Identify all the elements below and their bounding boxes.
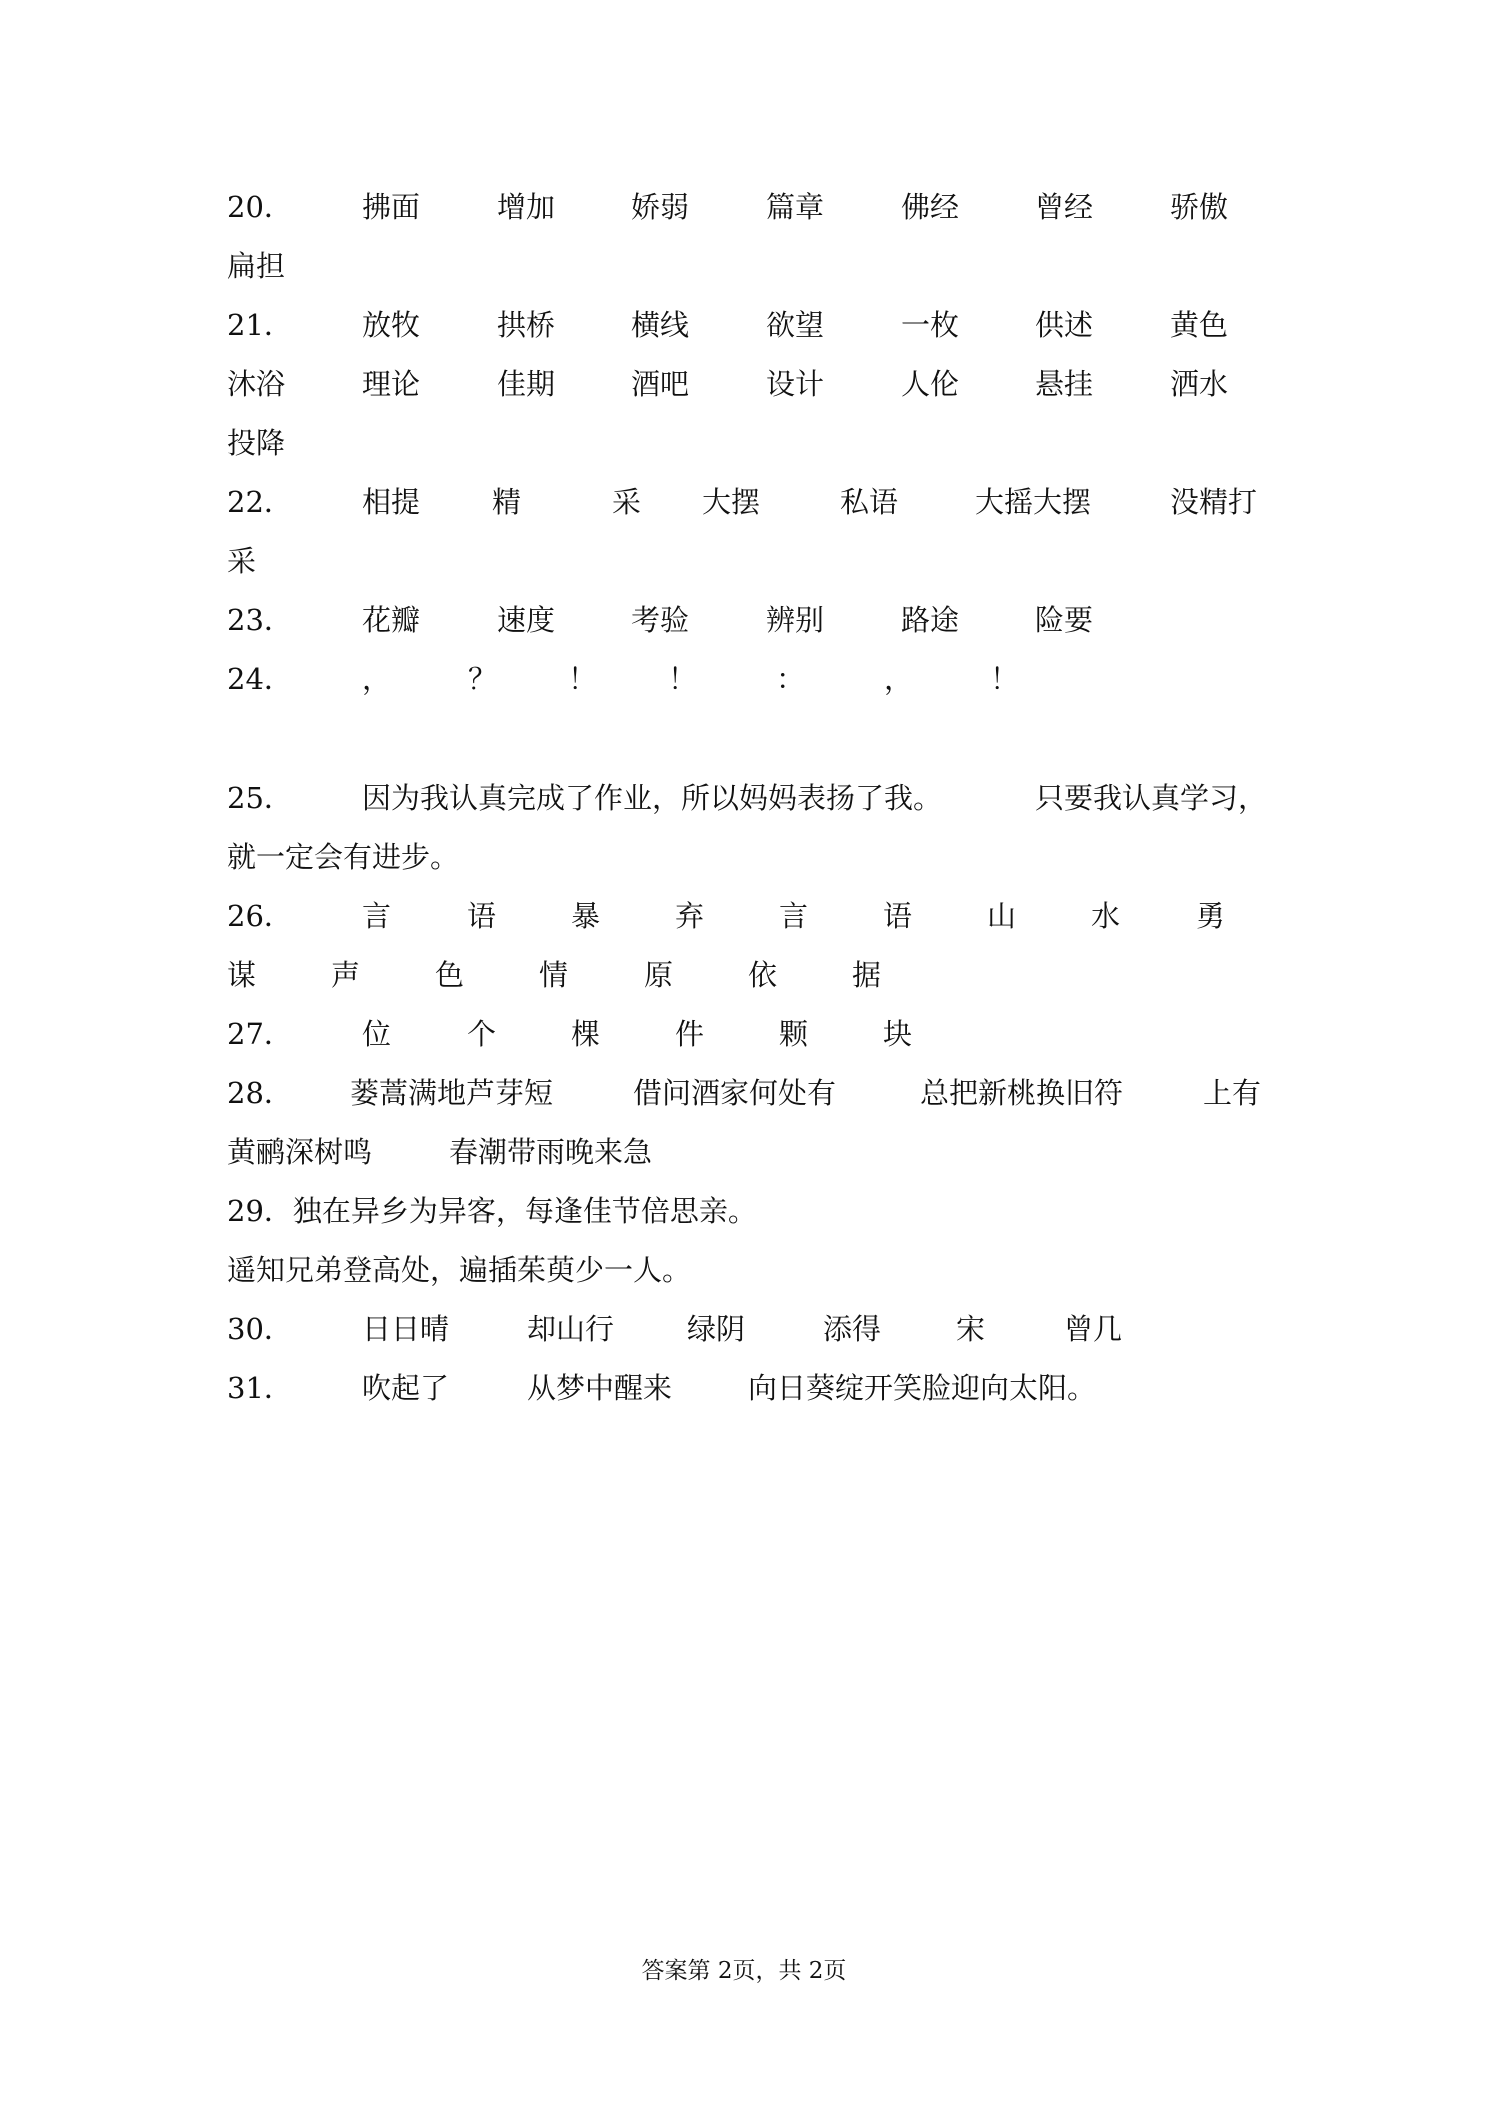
answer-word: 色 (435, 958, 465, 992)
answer-word: 横线 (631, 308, 690, 342)
question-number: 29．独在异乡为异客，每逢佳节倍思亲。 (227, 1194, 757, 1228)
answer-word: 速度 (497, 603, 556, 637)
question-number: 23． (227, 603, 293, 637)
question-number: 21． (227, 308, 293, 342)
answer-word: ， (362, 662, 392, 696)
answer-word: 扁担 (227, 249, 286, 283)
answer-word: ！ (568, 662, 598, 696)
answer-word: 一枚 (901, 308, 960, 342)
answer-word: 个 (467, 1017, 497, 1051)
answer-word: 大摇大摆 (975, 485, 1092, 519)
answer-word: 春潮带雨晚来急 (449, 1135, 653, 1169)
answer-word: 却山行 (527, 1312, 615, 1346)
answer-word: 佳期 (497, 367, 556, 401)
question-number: 30． (227, 1312, 293, 1346)
answer-word: 宋 (956, 1312, 986, 1346)
answer-word: 原 (644, 958, 674, 992)
question-number: 28． (227, 1076, 293, 1110)
answer-word: 曾经 (1035, 190, 1094, 224)
answer-word: 语 (467, 899, 497, 933)
answer-word: 只要我认真学习， (1035, 781, 1268, 815)
answer-word: 黄鹂深树鸣 (227, 1135, 373, 1169)
answer-word: 投降 (227, 426, 286, 460)
answer-word: 山 (987, 899, 1017, 933)
answer-word: 人伦 (901, 367, 960, 401)
answer-word: 借问酒家何处有 (633, 1076, 837, 1110)
answer-word: 勇 (1196, 899, 1226, 933)
answer-word: ？ (468, 662, 498, 696)
answer-word: 理论 (362, 367, 421, 401)
question-number: 20． (227, 190, 293, 224)
answer-word: 遥知兄弟登高处，遍插茱萸少一人。 (227, 1253, 692, 1287)
answer-word: 从梦中醒来 (527, 1371, 673, 1405)
answer-word: 沐浴 (227, 367, 286, 401)
answer-word: 采 (227, 544, 257, 578)
answer-word: 水 (1091, 899, 1121, 933)
answer-word: 辨别 (766, 603, 825, 637)
answer-word: 险要 (1035, 603, 1094, 637)
answer-word: 骄傲 (1170, 190, 1229, 224)
answer-word: 洒水 (1170, 367, 1229, 401)
answer-word: 就一定会有进步。 (227, 840, 460, 874)
answer-word: 向日葵绽开笑脸迎向太阳。 (748, 1371, 1097, 1405)
question-number: 31． (227, 1371, 293, 1405)
answer-word: 言 (362, 899, 392, 933)
answer-word: 设计 (766, 367, 825, 401)
answer-word: 供述 (1035, 308, 1094, 342)
question-number: 25． (227, 781, 293, 815)
answer-word: 悬挂 (1035, 367, 1094, 401)
question-number: 27． (227, 1017, 293, 1051)
answer-word: 曾几 (1064, 1312, 1123, 1346)
answer-word: 总把新桃换旧符 (920, 1076, 1124, 1110)
answer-word: 路途 (901, 603, 960, 637)
answer-word: 佛经 (901, 190, 960, 224)
answer-word: 蒌蒿满地芦芽短 (350, 1076, 554, 1110)
answer-word: 酒吧 (631, 367, 690, 401)
answer-word: 精 (492, 485, 522, 519)
answer-word: 谋 (227, 958, 257, 992)
answer-word: 件 (675, 1017, 705, 1051)
answer-word: 块 (883, 1017, 913, 1051)
answer-word: 大摆 (702, 485, 761, 519)
answer-word: ！ (990, 662, 1020, 696)
answer-word: 花瓣 (362, 603, 421, 637)
question-number: 26． (227, 899, 293, 933)
answer-word: 弃 (675, 899, 705, 933)
answer-word: 篇章 (766, 190, 825, 224)
answer-word: 棵 (571, 1017, 601, 1051)
answer-word: ： (776, 662, 806, 696)
answer-word: 黄色 (1170, 308, 1229, 342)
page-footer: 答案第 2页，共 2页 (641, 1958, 847, 1984)
answer-word: 采 (612, 485, 642, 519)
answer-word: 吹起了 (362, 1371, 450, 1405)
answer-word: 没精打 (1170, 485, 1258, 519)
answer-word: 依 (748, 958, 778, 992)
question-number: 24． (227, 662, 293, 696)
answer-word: 声 (331, 958, 361, 992)
answer-word: 位 (362, 1017, 392, 1051)
answer-word: 暴 (571, 899, 601, 933)
answer-word: 绿阴 (687, 1312, 746, 1346)
answer-word: ！ (668, 662, 698, 696)
answer-word: 语 (883, 899, 913, 933)
answer-word: 欲望 (766, 308, 825, 342)
answer-word: ， (884, 662, 914, 696)
answer-word: 放牧 (362, 308, 421, 342)
answer-word: 私语 (840, 485, 899, 519)
answer-word: 上有 (1203, 1076, 1262, 1110)
answer-word: 据 (852, 958, 882, 992)
answer-word: 情 (539, 958, 569, 992)
answer-word: 拱桥 (497, 308, 556, 342)
answer-word: 增加 (497, 190, 556, 224)
answer-word: 相提 (362, 485, 421, 519)
question-number: 22． (227, 485, 293, 519)
answer-word: 因为我认真完成了作业，所以妈妈表扬了我。 (362, 781, 943, 815)
answer-word: 考验 (631, 603, 690, 637)
answer-word: 颗 (779, 1017, 809, 1051)
answer-word: 日日晴 (362, 1312, 450, 1346)
answer-word: 添得 (823, 1312, 882, 1346)
answer-word: 娇弱 (631, 190, 690, 224)
answer-word: 拂面 (362, 190, 421, 224)
answer-word: 言 (779, 899, 809, 933)
